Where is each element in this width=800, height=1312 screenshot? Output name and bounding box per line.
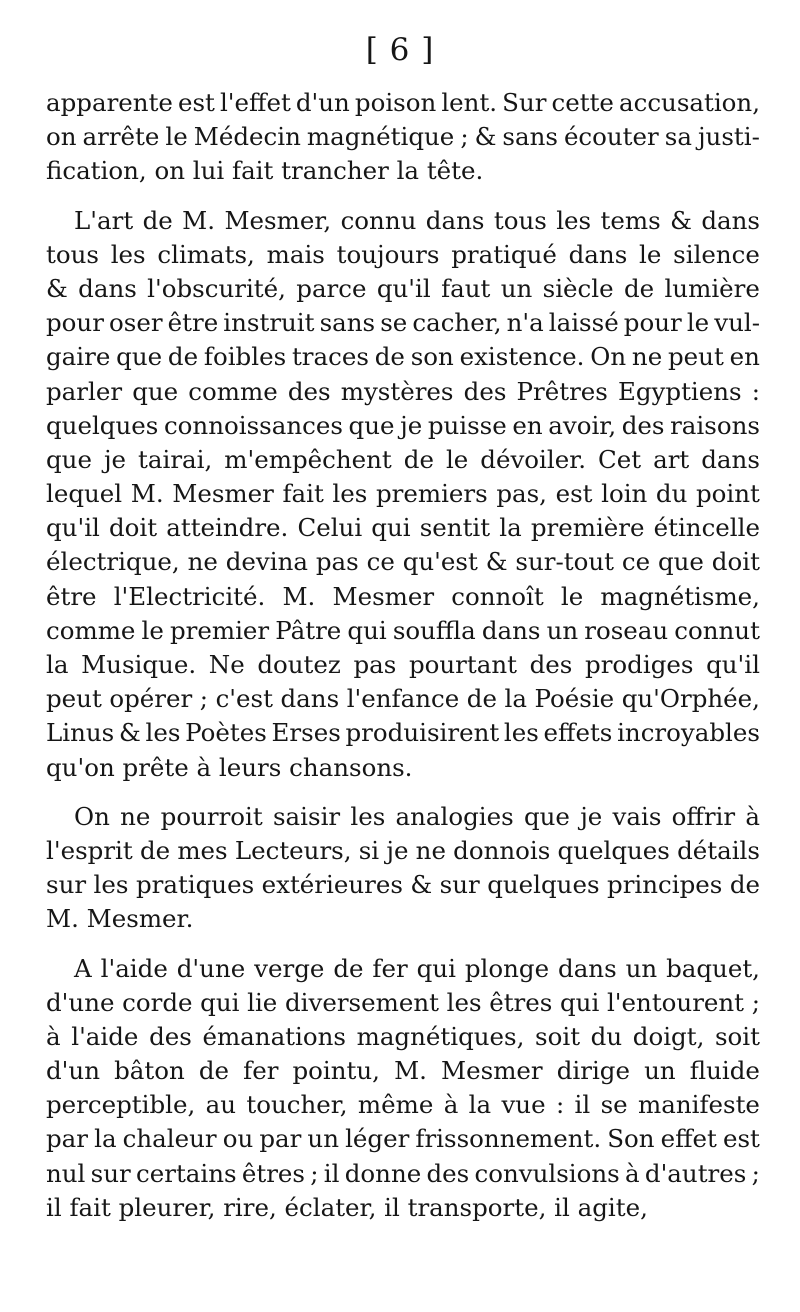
paragraph-1 xyxy=(46,86,760,189)
paragraph-3 xyxy=(46,800,760,937)
text-line: qu'il doit atteindre. Celui qui sentit la première étincelle xyxy=(46,513,760,543)
text-line: tous les climats, mais toujours pratiqué dans le silence xyxy=(46,239,760,269)
text-line: on arrête le Médecin magnétique ; & sans écouter sa justi- xyxy=(46,122,760,152)
text-line: On ne pourroit saisir les analogies que je vais offrir à xyxy=(74,801,760,831)
text-line: par la chaleur ou par un léger frissonnement. Son effet est xyxy=(46,1124,760,1154)
text-line: d'une corde qui lie diversement les êtres qui l'entourent ; xyxy=(46,987,760,1017)
text-line: que je tairai, m'empêchent de le dévoiler. Cet art dans xyxy=(46,444,760,474)
text-line: être l'Electricité. M. Mesmer connoît le magnétisme, xyxy=(46,581,760,611)
text-line: perceptible, au toucher, même à la vue : il se manifeste xyxy=(46,1090,760,1120)
text-line: sur les pratiques extérieures & sur quelques principes de xyxy=(46,870,760,900)
text-line: nul sur certains êtres ; il donne des convulsions à d'autres ; xyxy=(46,1158,760,1188)
text-line: Linus & les Poètes Erses produisirent les effets incroyables xyxy=(46,718,760,748)
text-line: l'esprit de mes Lecteurs, si je ne donnois quelques détails xyxy=(46,835,760,865)
text-line: il fait pleurer, rire, éclater, il transporte, il agite, xyxy=(46,1192,648,1222)
text-line: M. Mesmer. xyxy=(46,904,194,934)
text-line: la Musique. Ne doutez pas pourtant des prodiges qu'il xyxy=(46,650,760,679)
paragraph-2 xyxy=(46,204,760,785)
text-line: apparente est l'effet d'un poison lent. Sur cette accusation, xyxy=(46,88,760,117)
text-line: peut opérer ; c'est dans l'enfance de la Poésie qu'Orphée, xyxy=(46,684,760,714)
text-line: qu'on prête à leurs chansons. xyxy=(46,752,413,782)
text-line: & dans l'obscurité, parce qu'il faut un siècle de lumière xyxy=(46,273,760,303)
text-line: électrique, ne devina pas ce qu'est & sur-tout ce que doit xyxy=(46,547,760,577)
text-line: parler que comme des mystères des Prêtres Egyptiens : xyxy=(46,376,760,406)
page-number: [ 6 ] xyxy=(365,32,435,68)
paragraph-4 xyxy=(46,952,760,1226)
text-line: quelques connoissances que je puisse en avoir, des raisons xyxy=(46,410,760,440)
text-line: L'art de M. Mesmer, connu dans tous les tems & dans xyxy=(74,205,760,235)
text-line: gaire que de foibles traces de son existence. On ne peut en xyxy=(46,342,760,372)
text-line: lequel M. Mesmer fait les premiers pas, est loin du point xyxy=(46,479,760,509)
text-line: pour oser être instruit sans se cacher, n'a laissé pour le vul- xyxy=(46,308,760,338)
text-line: fication, on lui fait trancher la tête. xyxy=(46,156,484,186)
text-line: comme le premier Pâtre qui souffla dans un roseau connut xyxy=(46,615,760,645)
body-text xyxy=(46,86,760,1225)
text-line: à l'aide des émanations magnétiques, soit du doigt, soit xyxy=(46,1021,760,1051)
text-line: A l'aide d'une verge de fer qui plonge dans un baquet, xyxy=(74,953,760,983)
text-line: d'un bâton de fer pointu, M. Mesmer dirige un fluide xyxy=(46,1056,760,1086)
